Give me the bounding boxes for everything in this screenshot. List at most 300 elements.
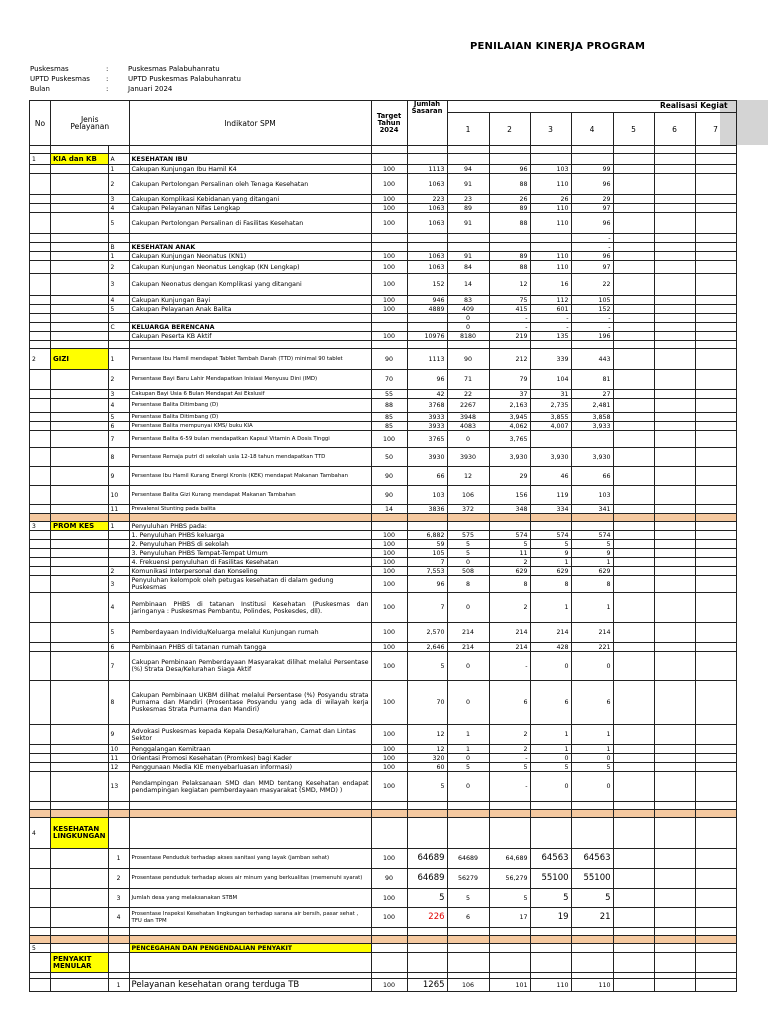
service-type: [51, 390, 109, 399]
month-value: 110: [530, 252, 571, 261]
month-value: 96: [571, 213, 613, 234]
row-number: [30, 165, 51, 174]
month-value: [613, 593, 654, 623]
row-number: 2: [30, 349, 51, 370]
month-value: 5: [530, 889, 571, 908]
sub-number: 5: [108, 213, 129, 234]
month-value: [654, 431, 695, 448]
service-type: [51, 567, 109, 576]
month-value: 22: [571, 274, 613, 296]
cell: [613, 514, 654, 522]
month-value: 5: [489, 540, 530, 549]
header-target: Target Tahun 2024: [371, 101, 407, 146]
month-value: 21: [571, 908, 613, 928]
month-value: 110: [530, 204, 571, 213]
service-type: [51, 558, 109, 567]
indicator-name: Prevalensi Stunting pada balita: [129, 505, 371, 514]
month-value: [613, 522, 654, 531]
month-value: 5: [447, 763, 489, 772]
month-value: [654, 174, 695, 195]
month-value: [489, 154, 530, 165]
cell: [571, 341, 613, 349]
month-value: 214: [530, 623, 571, 643]
service-type: [51, 323, 109, 332]
month-value: [654, 531, 695, 540]
month-value: 91: [447, 174, 489, 195]
cell: [489, 514, 530, 522]
header-month: 3: [530, 113, 571, 146]
month-value: 89: [489, 204, 530, 213]
sub-number: 1: [108, 979, 129, 992]
cell: [571, 802, 613, 810]
month-value: 339: [530, 349, 571, 370]
sub-number: 3: [108, 576, 129, 593]
month-value: 103: [530, 165, 571, 174]
sub-number: 12: [108, 763, 129, 772]
month-value: [613, 745, 654, 754]
target-count: 1265: [407, 979, 447, 992]
row-number: [30, 953, 51, 973]
target-count: 1113: [407, 349, 447, 370]
indicator-name: Penyuluhan PHBS pada:: [129, 522, 371, 531]
month-value: [654, 422, 695, 431]
cell: [371, 802, 407, 810]
month-value: 110: [530, 213, 571, 234]
row-number: 3: [30, 522, 51, 531]
month-value: [613, 531, 654, 540]
sub-number: 3: [108, 390, 129, 399]
month-value: [695, 944, 736, 953]
row-number: [30, 576, 51, 593]
month-value: [654, 296, 695, 305]
month-value: 629: [571, 567, 613, 576]
sub-number: 1: [108, 165, 129, 174]
month-value: 3,945: [489, 413, 530, 422]
sub-number: [108, 953, 129, 973]
month-value: [613, 252, 654, 261]
indicator-name: Orientasi Promosi Kesehatan (Promkes) bagi Kader: [129, 754, 371, 763]
sub-number: 6: [108, 422, 129, 431]
month-value: 5: [530, 540, 571, 549]
month-value: 97: [571, 261, 613, 274]
target-count: 1063: [407, 204, 447, 213]
month-value: 219: [489, 332, 530, 341]
meta-colon: :: [106, 75, 109, 83]
target-value: 100: [371, 296, 407, 305]
month-value: [613, 681, 654, 725]
month-value: 5: [447, 889, 489, 908]
service-type: [51, 234, 109, 243]
target-count: [407, 522, 447, 531]
row-number: [30, 754, 51, 763]
indicator-name: Penggalangan Kemitraan: [129, 745, 371, 754]
month-value: 110: [530, 979, 571, 992]
month-value: 3,930: [530, 448, 571, 467]
target-value: [371, 944, 407, 953]
month-value: 3,765: [489, 431, 530, 448]
target-value: 55: [371, 390, 407, 399]
service-type: [51, 593, 109, 623]
month-value: [695, 593, 736, 623]
service-type: [51, 467, 109, 486]
indicator-name: Penyuluhan kelompok oleh petugas kesehatan di dalam gedung Puskesmas: [129, 576, 371, 593]
month-value: [613, 213, 654, 234]
month-value: 2,735: [530, 399, 571, 413]
cell: [530, 810, 571, 818]
month-value: [695, 540, 736, 549]
cell: [654, 514, 695, 522]
cell: [613, 341, 654, 349]
target-count: 105: [407, 549, 447, 558]
service-type: [51, 274, 109, 296]
row-number: [30, 486, 51, 505]
service-type: [51, 314, 109, 323]
month-value: [695, 681, 736, 725]
sub-number: 8: [108, 681, 129, 725]
month-value: 156: [489, 486, 530, 505]
month-value: [613, 849, 654, 869]
target-count: 320: [407, 754, 447, 763]
target-count: [407, 243, 447, 252]
month-value: [613, 944, 654, 953]
month-value: 428: [530, 643, 571, 652]
indicator-name: Prosentase penduduk terhadap akses air minum yang berkualitas (memenuhi syarat): [129, 869, 371, 889]
sub-number: 2: [108, 261, 129, 274]
indicator-name: Cakupan Pelayanan Nifas Lengkap: [129, 204, 371, 213]
indicator-name: Persentase Balita mempunyai KMS/ buku KIA: [129, 422, 371, 431]
month-value: [695, 576, 736, 593]
cell: [530, 928, 571, 936]
target-count: [407, 234, 447, 243]
month-value: 1: [447, 725, 489, 745]
indicator-name: Persentase Remaja putri di sekolah usia 12-18 tahun mendapatkan TTD: [129, 448, 371, 467]
target-value: 100: [371, 576, 407, 593]
cell: [530, 514, 571, 522]
service-type: [51, 908, 109, 928]
row-number: [30, 422, 51, 431]
target-count: 3930: [407, 448, 447, 467]
cell: [108, 802, 129, 810]
target-count: 3933: [407, 422, 447, 431]
sub-number: [108, 558, 129, 567]
target-count: [407, 944, 447, 953]
month-value: 22: [447, 390, 489, 399]
blank-row: [30, 802, 737, 810]
month-value: [654, 522, 695, 531]
indicator-name: Cakupan Kunjungan Neonatus (KN1): [129, 252, 371, 261]
indicator-name: KESEHATAN ANAK: [129, 243, 371, 252]
month-value: [695, 908, 736, 928]
cell: [30, 810, 51, 818]
row-number: [30, 204, 51, 213]
month-value: [613, 643, 654, 652]
target-value: 100: [371, 772, 407, 802]
target-count: 1063: [407, 252, 447, 261]
target-value: 100: [371, 558, 407, 567]
service-type: [51, 725, 109, 745]
table-row: [30, 243, 737, 252]
row-number: [30, 725, 51, 745]
month-value: [695, 979, 736, 992]
indicator-name: 1. Penyuluhan PHBS keluarga: [129, 531, 371, 540]
month-value: [654, 165, 695, 174]
month-value: [571, 431, 613, 448]
month-value: [613, 174, 654, 195]
target-value: 50: [371, 448, 407, 467]
month-value: 79: [489, 370, 530, 390]
target-count: 96: [407, 576, 447, 593]
target-value: 100: [371, 431, 407, 448]
meta-row: [30, 84, 241, 94]
indicator-name: Pembinaan PHBS di tatanan rumah tangga: [129, 643, 371, 652]
row-number: [30, 252, 51, 261]
cell: [129, 810, 371, 818]
month-value: [654, 745, 695, 754]
target-value: 100: [371, 213, 407, 234]
month-value: -: [489, 754, 530, 763]
sub-number: 5: [108, 413, 129, 422]
month-value: 6: [571, 681, 613, 725]
month-value: [613, 399, 654, 413]
table-row: [30, 323, 737, 332]
month-value: 119: [530, 486, 571, 505]
month-value: [530, 818, 571, 849]
month-value: [695, 431, 736, 448]
cell: [489, 928, 530, 936]
cell: [695, 928, 736, 936]
cell: [695, 146, 736, 154]
month-value: 12: [489, 274, 530, 296]
target-count: 2,646: [407, 643, 447, 652]
month-value: 152: [571, 305, 613, 314]
table-row: [30, 314, 737, 323]
month-value: 46: [530, 467, 571, 486]
month-value: 96: [571, 252, 613, 261]
month-value: 23: [447, 195, 489, 204]
service-type: [51, 174, 109, 195]
month-value: [571, 154, 613, 165]
service-type: [51, 643, 109, 652]
target-value: 100: [371, 540, 407, 549]
cell: [613, 146, 654, 154]
month-value: [695, 332, 736, 341]
header-month: 4: [571, 113, 613, 146]
target-value: 70: [371, 370, 407, 390]
service-type: [51, 652, 109, 681]
target-count: [407, 314, 447, 323]
month-value: -: [489, 323, 530, 332]
row-number: [30, 558, 51, 567]
service-type: [51, 531, 109, 540]
header-jenis-pelayanan: Jenis Pelayanan: [51, 101, 130, 146]
cell: [30, 936, 51, 944]
sub-number: C: [108, 323, 129, 332]
row-number: [30, 399, 51, 413]
month-value: [571, 522, 613, 531]
target-value: 100: [371, 174, 407, 195]
sub-number: 7: [108, 431, 129, 448]
cell: [371, 514, 407, 522]
table-row: [30, 261, 737, 274]
target-value: 90: [371, 869, 407, 889]
row-number: [30, 540, 51, 549]
sub-number: 13: [108, 772, 129, 802]
month-value: [613, 889, 654, 908]
indicator-name: Persentase Balita Gizi Kurang mendapat Makanan Tambahan: [129, 486, 371, 505]
row-number: [30, 174, 51, 195]
table-row: [30, 448, 737, 467]
month-value: [654, 448, 695, 467]
month-value: [654, 467, 695, 486]
target-value: 90: [371, 349, 407, 370]
header-info: [30, 64, 241, 94]
month-value: [530, 234, 571, 243]
month-value: [613, 204, 654, 213]
sub-number: 10: [108, 486, 129, 505]
month-value: -: [571, 323, 613, 332]
sub-number: 3: [108, 889, 129, 908]
indicator-name: Jumlah desa yang melaksanakan STBM: [129, 889, 371, 908]
indicator-name: Cakupan Pertolongan Persalinan oleh Tenaga Kesehatan: [129, 174, 371, 195]
cell: [447, 341, 489, 349]
target-value: 100: [371, 165, 407, 174]
month-value: 6: [447, 908, 489, 928]
month-value: 0: [447, 772, 489, 802]
month-value: [695, 174, 736, 195]
sub-number: 4: [108, 399, 129, 413]
month-value: 2: [489, 725, 530, 745]
month-value: 415: [489, 305, 530, 314]
target-value: 100: [371, 849, 407, 869]
month-value: [489, 243, 530, 252]
month-value: 574: [489, 531, 530, 540]
target-count: [407, 953, 447, 973]
row-number: [30, 979, 51, 992]
cell: [530, 802, 571, 810]
indicator-name: [129, 953, 371, 973]
month-value: [654, 558, 695, 567]
indicator-name: Cakupan Kunjungan Ibu Hamil K4: [129, 165, 371, 174]
service-type: [51, 745, 109, 754]
month-value: 601: [530, 305, 571, 314]
target-value: 100: [371, 305, 407, 314]
indicator-name: Pembinaan PHBS di tatanan Institusi Kesehatan (Puskesmas dan jaringanya : Puskesmas Pembantu, Polindes, Poskesdes, dll).: [129, 593, 371, 623]
row-number: [30, 213, 51, 234]
month-value: [695, 413, 736, 422]
month-value: [695, 422, 736, 431]
row-number: [30, 305, 51, 314]
target-value: 100: [371, 754, 407, 763]
indicator-name: Cakupan Kunjungan Neonatus Lengkap (KN Lengkap): [129, 261, 371, 274]
target-value: 90: [371, 486, 407, 505]
cell: [695, 514, 736, 522]
row-number: [30, 549, 51, 558]
month-value: 1: [571, 725, 613, 745]
month-value: [447, 818, 489, 849]
month-value: [695, 390, 736, 399]
month-value: -: [489, 772, 530, 802]
table-row: [30, 213, 737, 234]
target-value: 85: [371, 422, 407, 431]
cell: [489, 341, 530, 349]
month-value: [654, 349, 695, 370]
month-value: 101: [489, 979, 530, 992]
sub-number: 10: [108, 745, 129, 754]
separator-row: [30, 810, 737, 818]
month-value: [613, 467, 654, 486]
cell: [30, 514, 51, 522]
month-value: [695, 652, 736, 681]
table-row: [30, 593, 737, 623]
service-type: [51, 681, 109, 725]
month-value: [654, 849, 695, 869]
month-value: [613, 448, 654, 467]
service-type: [51, 261, 109, 274]
month-value: 88: [489, 174, 530, 195]
month-value: [654, 549, 695, 558]
header-sasaran: Jumlah Sasaran: [407, 101, 447, 146]
sub-number: [108, 549, 129, 558]
row-number: [30, 370, 51, 390]
month-value: [695, 725, 736, 745]
table-row: [30, 370, 737, 390]
month-value: 341: [571, 505, 613, 514]
row-number: [30, 467, 51, 486]
month-value: [695, 623, 736, 643]
sub-number: 7: [108, 652, 129, 681]
table-row: [30, 652, 737, 681]
month-value: [613, 953, 654, 973]
month-value: 106: [447, 979, 489, 992]
cell: [407, 928, 447, 936]
month-value: 214: [447, 623, 489, 643]
month-value: 135: [530, 332, 571, 341]
sub-number: 2: [108, 370, 129, 390]
month-value: [695, 204, 736, 213]
month-value: 16: [530, 274, 571, 296]
month-value: 104: [530, 370, 571, 390]
sub-number: 9: [108, 725, 129, 745]
table-row: [30, 869, 737, 889]
target-value: 100: [371, 567, 407, 576]
target-count: 64689: [407, 869, 447, 889]
cell: [30, 928, 51, 936]
month-value: 26: [530, 195, 571, 204]
target-count: 12: [407, 745, 447, 754]
service-type: [51, 849, 109, 869]
row-number: [30, 772, 51, 802]
month-value: 91: [447, 213, 489, 234]
month-value: 1: [530, 745, 571, 754]
cell: [51, 928, 109, 936]
month-value: 3,930: [571, 448, 613, 467]
month-value: 196: [571, 332, 613, 341]
month-value: [654, 505, 695, 514]
target-count: 10976: [407, 332, 447, 341]
meta-label: UPTD Puskesmas: [30, 75, 90, 83]
service-type: GIZI: [51, 349, 109, 370]
month-value: 112: [530, 296, 571, 305]
sub-number: 2: [108, 567, 129, 576]
indicator-name: Penggunaan Media KIE menyebarluasan informasi): [129, 763, 371, 772]
table-row: [30, 349, 737, 370]
indicator-name: KELUARGA BERENCANA: [129, 323, 371, 332]
month-value: [571, 953, 613, 973]
target-count: 2,570: [407, 623, 447, 643]
service-type: [51, 296, 109, 305]
month-value: [695, 252, 736, 261]
month-value: 37: [489, 390, 530, 399]
